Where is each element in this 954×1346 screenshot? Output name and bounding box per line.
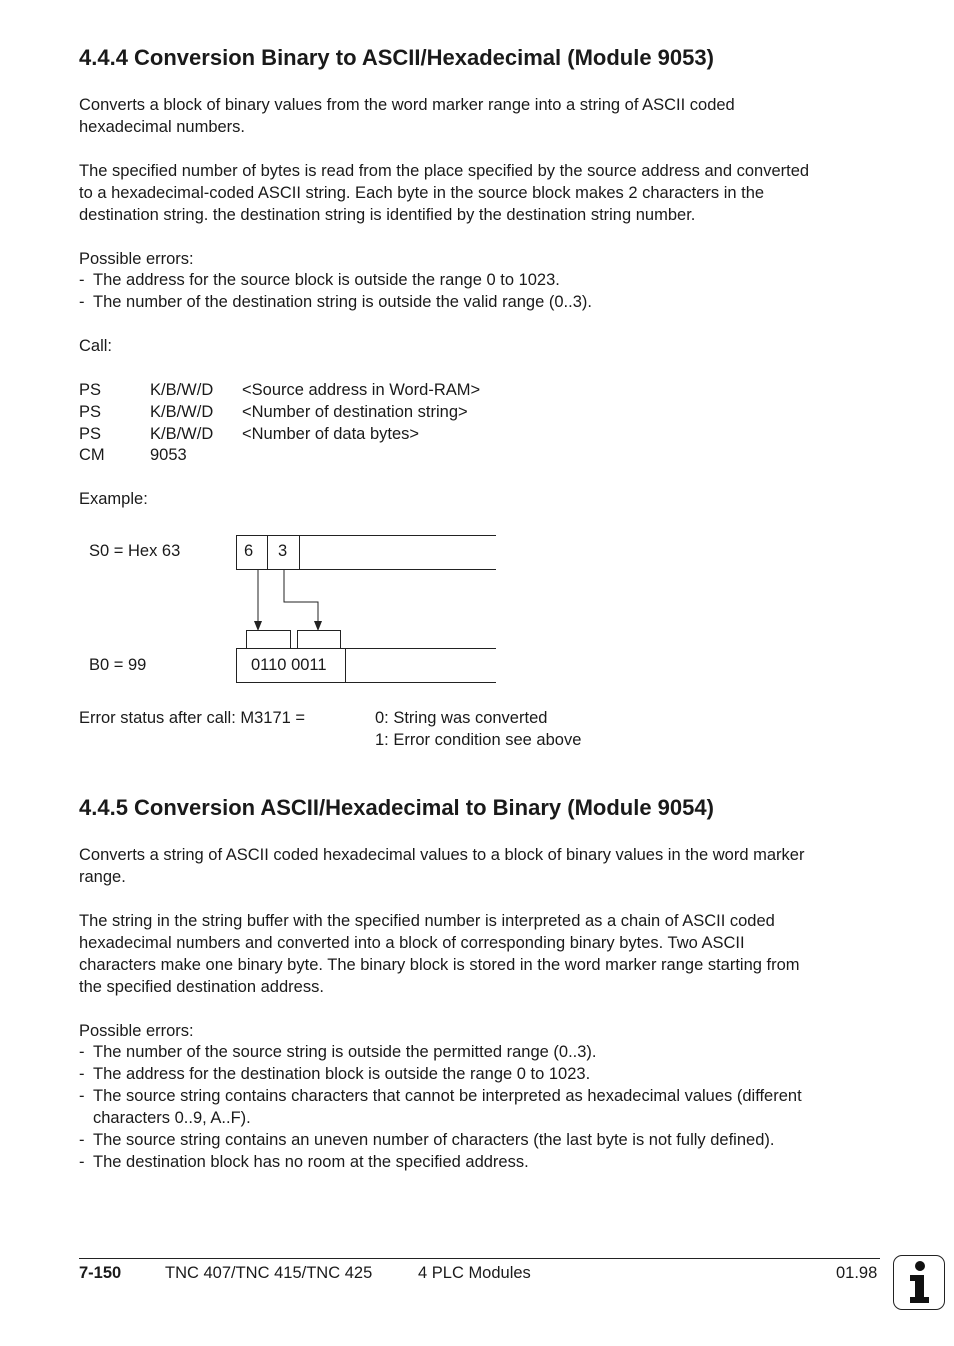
call-type: K/B/W/D: [150, 403, 214, 421]
para1-line2: hexadecimal numbers.: [79, 118, 245, 136]
call-type: K/B/W/D: [150, 381, 214, 399]
call-op: CM: [79, 446, 105, 464]
error-status-0: 0: String was converted: [375, 709, 548, 727]
error-status-1: 1: Error condition see above: [375, 731, 582, 749]
footer-page-number: 7-150: [79, 1264, 122, 1282]
footer-date: 01.98: [836, 1264, 878, 1282]
para2-line2: to a hexadecimal-coded ASCII string. Each byte in the source block makes 2 characters in the: [79, 184, 765, 202]
byte-bottom-line: [345, 682, 496, 683]
error-item: - The address for the destination block is outside the range 0 to 1023.: [79, 1065, 591, 1083]
call-label: Call:: [79, 337, 113, 355]
error-item: - The number of the source string is outside the permitted range (0..3).: [79, 1043, 597, 1061]
char-3: 3: [278, 542, 288, 560]
s2-para2-line2: hexadecimal numbers and converted into a block of corresponding binary bytes. Two ASCII: [79, 934, 745, 952]
error-item: - The number of the destination string is outside the valid range (0..3).: [79, 293, 592, 311]
call-op: PS: [79, 381, 102, 399]
char-6: 6: [244, 542, 254, 560]
error-item-continuation: characters 0..9, A..F).: [93, 1109, 251, 1127]
s0-label: S0 = Hex 63: [89, 542, 181, 560]
call-desc: <Source address in Word-RAM>: [242, 381, 481, 399]
para2-line1: The specified number of bytes is read from the place specified by the source address and converted: [79, 162, 810, 180]
s2-para2-line1: The string in the string buffer with the specified number is interpreted as a chain of ASCII coded: [79, 912, 775, 930]
error-item: - The source string contains characters that cannot be interpreted as hexadecimal values (different: [79, 1087, 802, 1105]
para2-line3: destination string. the destination string is identified by the destination string number.: [79, 206, 696, 224]
example-label: Example:: [79, 490, 148, 508]
error-status-label: Error status after call: M3171 =: [79, 709, 306, 727]
call-desc: <Number of destination string>: [242, 403, 468, 421]
error-item: - The source string contains an uneven number of characters (the last byte is not fully defined).: [79, 1131, 775, 1149]
nibble-bracket-high: [246, 630, 291, 648]
s2-para1-line2: range.: [79, 868, 126, 886]
footer-chapter: 4 PLC Modules: [418, 1264, 531, 1282]
s2-para1-line1: Converts a string of ASCII coded hexadecimal values to a block of binary values in the word marker: [79, 846, 805, 864]
info-icon[interactable]: [893, 1255, 945, 1310]
error-item: - The destination block has no room at the specified address.: [79, 1153, 529, 1171]
error-item: - The address for the source block is outside the range 0 to 1023.: [79, 271, 560, 289]
call-op: PS: [79, 403, 102, 421]
call-type: 9053: [150, 446, 187, 464]
call-type: K/B/W/D: [150, 425, 214, 443]
call-op: PS: [79, 425, 102, 443]
section-heading-9054: 4.4.5 Conversion ASCII/Hexadecimal to Binary (Module 9054): [79, 795, 714, 820]
nibble-bracket-low: [297, 630, 341, 648]
string-top-line: [299, 535, 496, 536]
s2-errors-label: Possible errors:: [79, 1022, 194, 1040]
byte-bits: 0110 0011: [251, 656, 327, 674]
b0-label: B0 = 99: [89, 656, 147, 674]
errors-label: Possible errors:: [79, 250, 194, 268]
section-heading-9053: 4.4.4 Conversion Binary to ASCII/Hexadecimal (Module 9053): [79, 45, 714, 70]
para1-line1: Converts a block of binary values from the word marker range into a string of ASCII coded: [79, 96, 735, 114]
s2-para2-line4: the specified destination address.: [79, 978, 324, 996]
byte-top-line: [345, 648, 496, 649]
footer-product: TNC 407/TNC 415/TNC 425: [165, 1264, 373, 1282]
info-glyph: [894, 1256, 943, 1308]
s2-para2-line3: characters make one binary byte. The binary block is stored in the word marker range starting from: [79, 956, 800, 974]
call-desc: <Number of data bytes>: [242, 425, 420, 443]
footer-rule: [79, 1258, 880, 1259]
